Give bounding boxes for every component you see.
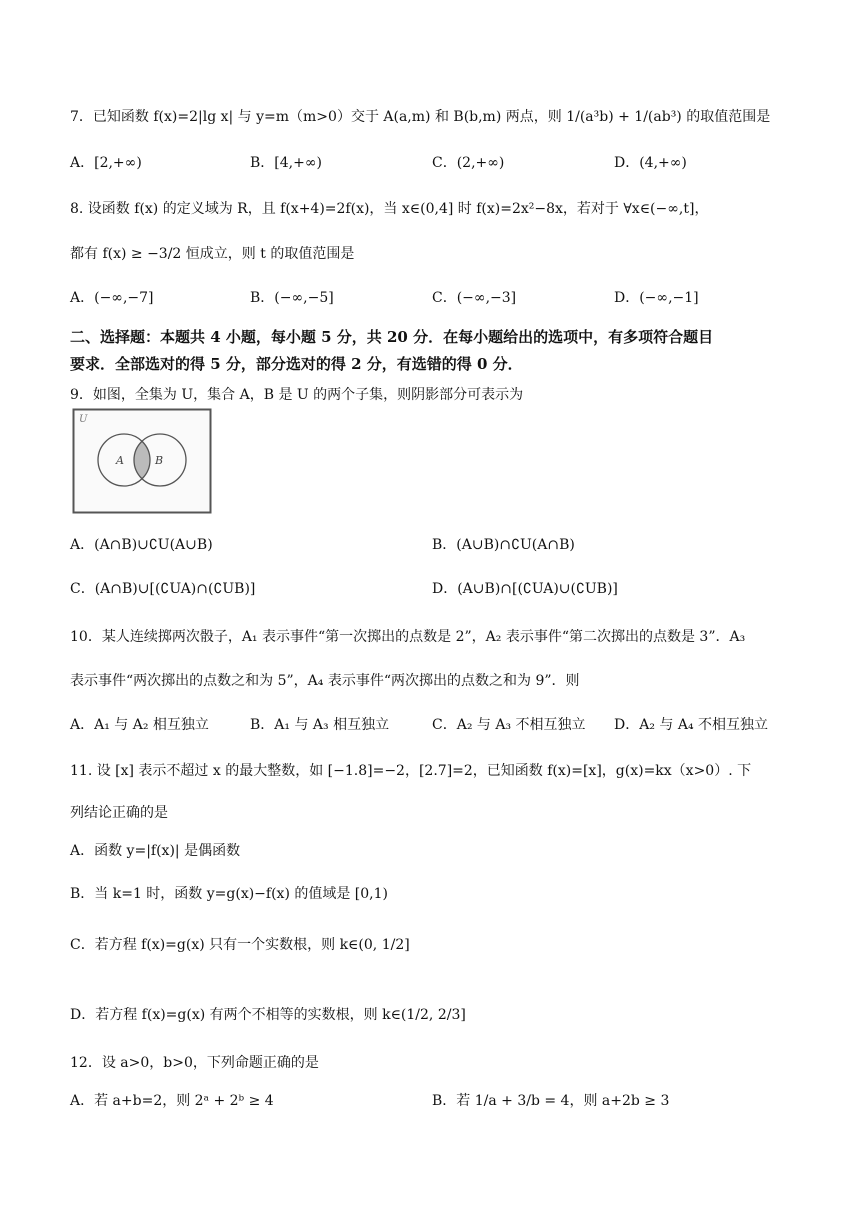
q10-stem-line2: 表示事件“两次掷出的点数之和为 5”，A₄ 表示事件“两次掷出的点数之和为 9”．则 <box>70 673 580 689</box>
label-b: B <box>155 454 164 467</box>
q9-stem: 9．如图，全集为 U，集合 A，B 是 U 的两个子集，则阴影部分可表示为 <box>70 387 524 403</box>
q7-stem: 7．已知函数 f(x)=2|lg x| 与 y=m（m>0）交于 A(a,m) 和 B(b,m) 两点，则 1/(a³b) + 1/(ab³) 的取值范围是 <box>70 109 771 125</box>
q12-option-b: B．若 1/a + 3/b = 4，则 a+2b ≥ 3 <box>432 1093 670 1109</box>
q11-option-a: A．函数 y=|f(x)| 是偶函数 <box>70 843 241 859</box>
q8-option-d: D．(−∞,−1] <box>614 290 699 306</box>
q10-option-d: D．A₂ 与 A₄ 不相互独立 <box>614 717 769 733</box>
label-u: U <box>79 414 88 425</box>
q10-stem-line1: 10．某人连续掷两次骰子，A₁ 表示事件“第一次掷出的点数是 2”，A₂ 表示事件“第二次掷出的点数是 3”．A₃ <box>70 629 746 645</box>
q7-option-a: A．[2,+∞) <box>70 155 142 171</box>
q10-option-a: A．A₁ 与 A₂ 相互独立 <box>70 717 209 733</box>
q11-option-c: C．若方程 f(x)=g(x) 只有一个实数根，则 k∈(0, 1/2] <box>70 937 410 953</box>
q9-option-d: D．(A∪B)∩[(∁UA)∪(∁UB)] <box>432 581 618 597</box>
q11-option-b: B．当 k=1 时，函数 y=g(x)−f(x) 的值域是 [0,1) <box>70 886 389 902</box>
q12-stem: 12．设 a>0，b>0，下列命题正确的是 <box>70 1055 319 1071</box>
q8-option-a: A．(−∞,−7] <box>70 290 154 306</box>
q10-option-c: C．A₂ 与 A₃ 不相互独立 <box>432 717 586 733</box>
q11-stem-line2: 列结论正确的是 <box>70 805 168 821</box>
label-a: A <box>116 454 124 467</box>
q7-option-b: B．[4,+∞) <box>250 155 322 171</box>
q8-stem-line1: 8. 设函数 f(x) 的定义域为 R，且 f(x+4)=2f(x)，当 x∈(0,4] 时 f(x)=2x²−8x，若对于 ∀x∈(−∞,t]， <box>70 201 709 217</box>
q9-option-b: B．(A∪B)∩∁U(A∩B) <box>432 537 575 553</box>
q8-option-c: C．(−∞,−3] <box>432 290 517 306</box>
q11-option-d: D．若方程 f(x)=g(x) 有两个不相等的实数根，则 k∈(1/2, 2/3] <box>70 1007 466 1023</box>
section-heading-line2: 要求．全部选对的得 5 分，部分选对的得 2 分，有选错的得 0 分． <box>70 355 523 373</box>
q9-option-a: A．(A∩B)∪∁U(A∪B) <box>70 537 213 553</box>
q8-option-b: B．(−∞,−5] <box>250 290 334 306</box>
q7-option-d: D．(4,+∞) <box>614 155 687 171</box>
q7-option-c: C．(2,+∞) <box>432 155 505 171</box>
section-heading-line1: 二、选择题：本题共 4 小题，每小题 5 分，共 20 分．在每小题给出的选项中，有多项符合题目 <box>70 328 714 346</box>
venn-diagram <box>72 408 212 514</box>
q12-option-a: A．若 a+b=2，则 2ᵃ + 2ᵇ ≥ 4 <box>70 1093 274 1109</box>
q11-stem-line1: 11. 设 [x] 表示不超过 x 的最大整数，如 [−1.8]=−2，[2.7]=2，已知函数 f(x)=[x]，g(x)=kx（x>0）. 下 <box>70 763 752 779</box>
q10-option-b: B．A₁ 与 A₃ 相互独立 <box>250 717 390 733</box>
q8-stem-line2: 都有 f(x) ≥ −3/2 恒成立，则 t 的取值范围是 <box>70 246 355 262</box>
q9-option-c: C．(A∩B)∪[(∁UA)∩(∁UB)] <box>70 581 256 597</box>
